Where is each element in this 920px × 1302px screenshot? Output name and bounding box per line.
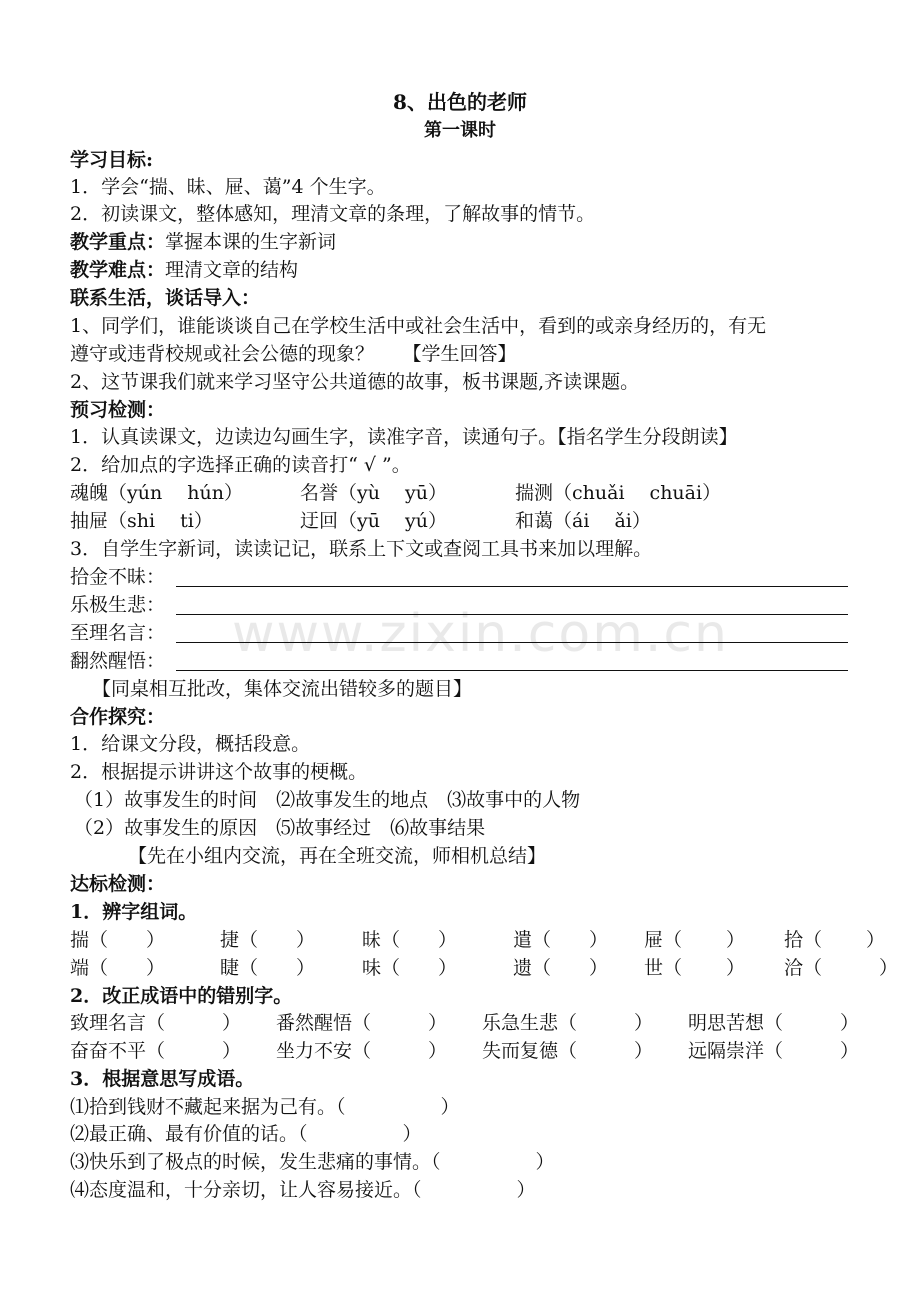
char-blank: 捷（ ） [220, 929, 316, 951]
preview-item: 2．给加点的字选择正确的读音打“ √ ”。 [70, 454, 411, 476]
vocab-label: 拾金不昧： [70, 566, 166, 588]
page-title: 8、出色的老师 [393, 90, 527, 114]
char-blank: 拾（ ） [784, 929, 886, 951]
char-blank: 遣（ ） [513, 929, 609, 951]
answer-line[interactable] [176, 586, 848, 587]
key-point-label: 教学重点： [70, 231, 166, 253]
idiom-blank: 明思苦想（ ） [688, 1012, 860, 1034]
key-point-text: 掌握本课的生字新词 [165, 231, 337, 253]
answer-line[interactable] [176, 614, 848, 615]
meaning-item: ⑵最正确、最有价值的话。（ ） [70, 1123, 422, 1145]
assessment-heading: 达标检测： [70, 873, 166, 895]
vocab-label: 至理名言： [70, 622, 166, 644]
char-blank: 屉（ ） [644, 929, 746, 951]
idiom-blank: 乐急生悲（ ） [482, 1012, 654, 1034]
assessment-part: 3．根据意思写成语。 [70, 1068, 255, 1090]
preview-heading: 预习检测： [70, 399, 166, 421]
assessment-part: 2．改正成语中的错别字。 [70, 985, 293, 1007]
cooperate-heading: 合作探究： [70, 706, 166, 728]
cooperate-item: 2．根据提示讲讲这个故事的梗概。 [70, 761, 368, 783]
difficulty-label: 教学难点： [70, 259, 166, 281]
char-blank: 味（ ） [362, 957, 458, 979]
char-blank: 世（ ） [644, 957, 746, 979]
char-blank: 洽（ ） [784, 957, 899, 979]
intro-line: 1、同学们，谁能谈谈自己在学校生活中或社会生活中，看到的或亲身经历的，有无 [70, 315, 767, 337]
idiom-blank: 番然醒悟（ ） [276, 1012, 448, 1034]
meaning-item: ⑴拾到钱财不藏起来据为己有。（ ） [70, 1096, 460, 1118]
idiom-blank: 奋奋不平（ ） [70, 1040, 242, 1062]
preview-item: 1．认真读课文，边读边勾画生字，读准字音，读通句子。【指名学生分段朗读】 [70, 426, 738, 448]
cooperate-item: 1．给课文分段，概括段意。 [70, 733, 311, 755]
char-blank: 端（ ） [70, 957, 166, 979]
meaning-item: ⑷态度温和，十分亲切，让人容易接近。（ ） [70, 1179, 536, 1201]
pinyin-choice: 魂魄（yún hún） [70, 482, 243, 504]
char-blank: 遗（ ） [513, 957, 609, 979]
watermark: www.zixin.com.cn [232, 604, 729, 664]
pinyin-choice: 抽屉（shi ti） [70, 510, 213, 532]
cooperate-hint: （1）故事发生的时间 ⑵故事发生的地点 ⑶故事中的人物 [74, 789, 581, 811]
vocab-label: 乐极生悲： [70, 594, 166, 616]
assessment-part: 1．辨字组词。 [70, 901, 198, 923]
answer-line[interactable] [176, 670, 848, 671]
key-point [70, 228, 336, 256]
pinyin-choice: 迂回（yū yú） [300, 510, 447, 532]
objective-item: 2．初读课文，整体感知，理清文章的条理，了解故事的情节。 [70, 203, 596, 225]
difficulty-text: 理清文章的结构 [165, 259, 299, 281]
idiom-blank: 远隔崇洋（ ） [688, 1040, 860, 1062]
cooperate-hint: （2）故事发生的原因 ⑸故事经过 ⑹故事结果 [74, 817, 486, 839]
char-blank: 睫（ ） [220, 957, 316, 979]
pinyin-choice: 揣测（chuǎi chuāi） [515, 482, 722, 504]
pinyin-choice: 名誉（yù yū） [300, 482, 447, 504]
idiom-blank: 坐力不安（ ） [276, 1040, 448, 1062]
answer-line[interactable] [176, 642, 848, 643]
pinyin-choice: 和蔼（ái ǎi） [515, 510, 651, 532]
intro-line: 2、这节课我们就来学习坚守公共道德的故事，板书课题,齐读课题。 [70, 371, 640, 393]
objective-item: 1．学会“揣、昧、屉、蔼”4 个生字。 [70, 176, 386, 198]
objectives-heading: 学习目标: [70, 149, 154, 171]
page-subtitle: 第一课时 [424, 120, 496, 141]
cooperate-note: 【先在小组内交流，再在全班交流，师相机总结】 [128, 845, 547, 867]
intro-heading: 联系生活，谈话导入： [70, 287, 261, 309]
idiom-blank: 致理名言（ ） [70, 1012, 242, 1034]
vocab-label: 翻然醒悟： [70, 650, 166, 672]
difficulty [70, 256, 298, 284]
meaning-item: ⑶快乐到了极点的时候，发生悲痛的事情。（ ） [70, 1151, 555, 1173]
idiom-blank: 失而复德（ ） [482, 1040, 654, 1062]
intro-line: 遵守或违背校规或社会公德的现象？ 【学生回答】 [70, 343, 517, 365]
char-blank: 昧（ ） [362, 929, 458, 951]
preview-note: 【同桌相互批改，集体交流出错较多的题目】 [92, 678, 473, 700]
char-blank: 揣（ ） [70, 929, 166, 951]
preview-item: 3．自学生字新词，读读记记，联系上下文或查阅工具书来加以理解。 [70, 538, 653, 560]
